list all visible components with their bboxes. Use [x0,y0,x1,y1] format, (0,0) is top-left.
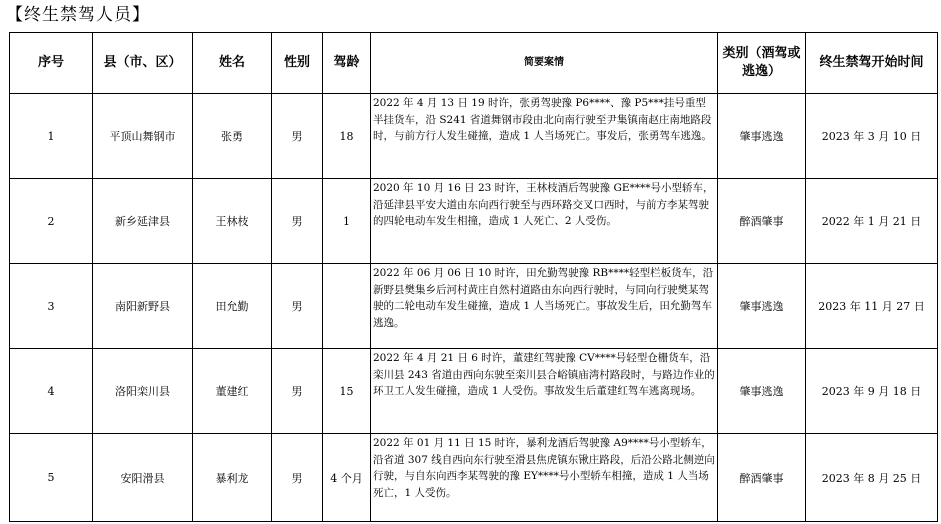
cell-county: 安阳滑县 [93,434,193,522]
cell-summary: 2022 年 06 月 06 日 10 时许，田允勤驾驶豫 RB****轻型栏板货车，沿新野县樊集乡后河村黄庄自然村道路由东向西行驶时，与同向行驶樊某驾驶的二轮电动车发生碰撞，造成 1 人当场死亡。事故发生后，田允勤驾车逃逸。 [371,264,718,349]
cell-summary: 2022 年 4 月 13 日 19 时许，张勇驾驶豫 P6****、豫 P5***挂号重型半挂货车，沿 S241 省道舞钢市段由北向南行驶至尹集镇南赵庄南地路段时，与前方行人发生碰撞，造成 1 人当场死亡。事发后，张勇驾车逃逸。 [371,94,718,179]
cell-ban-start: 2022 年 1 月 21 日 [806,179,938,264]
table-row [10,349,938,434]
page-title: 【终生禁驾人员】 [6,5,150,25]
cell-ban-start: 2023 年 8 月 25 日 [806,434,938,522]
cell-gender: 男 [272,94,323,179]
header-category: 类别（酒驾或逃逸） [718,33,806,94]
header-summary: 简要案情 [371,33,718,94]
cell-ban-start: 2023 年 11 月 27 日 [806,264,938,349]
cell-county: 南阳新野县 [93,264,193,349]
cell-driving-age: 15 [323,349,371,434]
cell-category: 肇事逃逸 [718,349,806,434]
cell-driving-age: 4 个月 [323,434,371,522]
cell-name: 张勇 [193,94,272,179]
cell-name: 董建红 [193,349,272,434]
cell-ban-start: 2023 年 9 月 18 日 [806,349,938,434]
cell-index: 2 [10,179,93,264]
cell-gender: 男 [272,264,323,349]
cell-gender: 男 [272,179,323,264]
table-row [10,94,938,179]
cell-category: 肇事逃逸 [718,94,806,179]
cell-index: 5 [10,434,93,522]
cell-summary: 2020 年 10 月 16 日 23 时许，王林枝酒后驾驶豫 GE****号小型轿车，沿延津县平安大道由东向西行驶至与西环路交叉口西时，与前方李某驾驶的四轮电动车发生相撞，造成 1 人死亡、2 人受伤。 [371,179,718,264]
cell-name: 暴利龙 [193,434,272,522]
cell-county: 平顶山舞钢市 [93,94,193,179]
table-row [10,179,938,264]
banned-drivers-table [9,32,938,522]
header-ban-start: 终生禁驾开始时间 [806,33,938,94]
cell-driving-age [323,264,371,349]
cell-category: 肇事逃逸 [718,264,806,349]
cell-county: 新乡延津县 [93,179,193,264]
header-gender: 性别 [272,33,323,94]
cell-driving-age: 1 [323,179,371,264]
cell-gender: 男 [272,434,323,522]
cell-ban-start: 2023 年 3 月 10 日 [806,94,938,179]
cell-name: 王林枝 [193,179,272,264]
cell-county: 洛阳栾川县 [93,349,193,434]
cell-name: 田允勤 [193,264,272,349]
cell-index: 3 [10,264,93,349]
cell-category: 醉酒肇事 [718,434,806,522]
header-name: 姓名 [193,33,272,94]
cell-gender: 男 [272,349,323,434]
cell-driving-age: 18 [323,94,371,179]
table-row [10,264,938,349]
header-driving-age: 驾龄 [323,33,371,94]
header-index: 序号 [10,33,93,94]
cell-index: 4 [10,349,93,434]
cell-index: 1 [10,94,93,179]
cell-summary: 2022 年 4 月 21 日 6 时许，董建红驾驶豫 CV****号轻型仓栅货车，沿栾川县 243 省道由西向东驶至栾川县合峪镇庙湾村路段时，与路边作业的环卫工人发生碰撞，造成 1 人受伤。事故发生后董建红驾车逃离现场。 [371,349,718,434]
cell-summary: 2022 年 01 月 11 日 15 时许，暴利龙酒后驾驶豫 A9****号小型轿车，沿省道 307 线自西向东行驶至滑县焦虎镇东锹庄路段，后沿公路北侧逆向行驶，与自东向西李某驾驶的豫 EY****号小型轿车相撞，造成 1 人当场死亡，1 人受伤。 [371,434,718,522]
table-row [10,434,938,522]
cell-category: 醉酒肇事 [718,179,806,264]
header-county: 县（市、区） [93,33,193,94]
table-header-row [10,33,938,94]
